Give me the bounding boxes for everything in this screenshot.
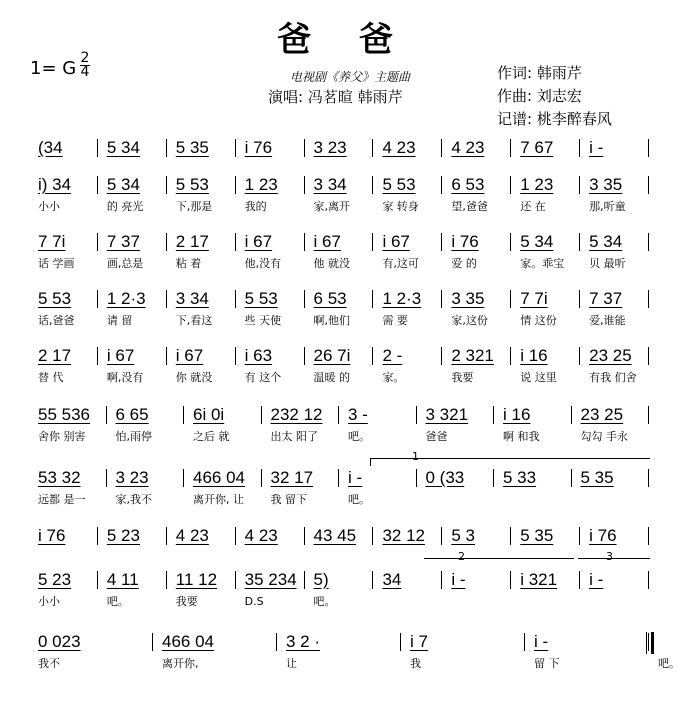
barline: [648, 347, 649, 365]
note-group: i 76: [244, 138, 273, 157]
note-group: 35 234: [244, 570, 297, 589]
barline: [648, 233, 649, 251]
lyric-text: 远都 是一: [38, 493, 86, 506]
barline: [97, 290, 98, 308]
note-group: 7 7i: [520, 289, 548, 308]
barline: [441, 139, 442, 157]
lyric-text: 勾勾 手永: [580, 430, 628, 443]
lyric-text: 粘 着: [175, 257, 202, 270]
note-group: 6 53: [313, 289, 347, 308]
barline: [372, 571, 373, 589]
lyric-text: 离开你, 让: [193, 493, 244, 506]
barline: [261, 469, 262, 487]
barline: [579, 233, 580, 251]
barline: [400, 633, 401, 651]
note-group: 5 34: [106, 138, 140, 157]
note-group: 3 34: [175, 289, 209, 308]
lyric-text: 有我 们舍: [589, 371, 637, 384]
barline: [235, 176, 236, 194]
note-group: 1 2·3: [106, 289, 146, 308]
note-group: 5 33: [503, 468, 537, 487]
lyric-text: 他,没有: [244, 257, 282, 270]
singers: 演唱: 冯茗暄 韩雨芹: [268, 88, 403, 106]
lyric-text: 话,爸爸: [38, 314, 75, 327]
final-barline: [646, 632, 654, 654]
barline: [510, 290, 511, 308]
lyric-text: 还 在: [520, 200, 546, 213]
note-group: 7 67: [520, 138, 554, 157]
note-group: 0 023: [38, 632, 81, 651]
note-group: 26 7i: [313, 346, 351, 365]
barline: [441, 527, 442, 545]
lyric-text: 下,那是: [175, 200, 213, 213]
barline: [166, 176, 167, 194]
note-group: i -: [451, 570, 466, 589]
barline: [648, 571, 649, 589]
barline: [166, 290, 167, 308]
lyric-text: 怕,雨停: [115, 430, 152, 443]
note-group: (34: [38, 138, 63, 157]
barline: [579, 347, 580, 365]
barline: [304, 571, 305, 589]
note-group: 4 23: [451, 138, 485, 157]
barline: [106, 406, 107, 424]
volta-bracket: [578, 558, 650, 559]
barline: [183, 469, 184, 487]
barline: [235, 290, 236, 308]
lyric-text: 我要: [175, 595, 198, 608]
barline: [235, 139, 236, 157]
barline: [235, 571, 236, 589]
lyric-text: 吧。: [348, 430, 370, 443]
barline: [579, 139, 580, 157]
barline: [648, 406, 649, 424]
lyric-text: 啊,没有: [106, 371, 144, 384]
note-group: 232 12: [270, 405, 323, 424]
lyric-text: 出太 阳了: [270, 430, 318, 443]
barline: [372, 176, 373, 194]
note-group: 3 35: [589, 175, 623, 194]
barline: [579, 527, 580, 545]
barline: [166, 139, 167, 157]
note-group: 32 12: [382, 526, 425, 545]
note-group: 5 35: [580, 468, 614, 487]
lyric-text: 啊 和我: [503, 430, 540, 443]
note-group: 23 25: [580, 405, 624, 424]
lyric-text: 下,看这: [175, 314, 213, 327]
barline: [648, 176, 649, 194]
note-group: 5 53: [38, 289, 72, 308]
lyric-text: 我要: [451, 371, 474, 384]
barline: [510, 139, 511, 157]
lyric-text: D.S: [244, 595, 264, 608]
composer-credit: 作曲: 刘志宏: [497, 87, 582, 105]
barline: [166, 571, 167, 589]
volta-number: 1: [412, 450, 419, 463]
barline: [304, 347, 305, 365]
time-signature: [80, 52, 90, 79]
barline: [372, 233, 373, 251]
lyric-text: 情 这份: [520, 314, 557, 327]
lyric-text: 望,爸爸: [451, 200, 488, 213]
barline: [648, 139, 649, 157]
barline: [372, 290, 373, 308]
lyric-text: 画,总是: [106, 257, 144, 270]
volta-bracket-end: [370, 458, 371, 466]
note-group: 1 23: [520, 175, 554, 194]
note-group: 2 321: [451, 346, 494, 365]
note-group: 5 35: [175, 138, 209, 157]
barline: [579, 571, 580, 589]
barline: [106, 469, 107, 487]
note-group: 4 23: [244, 526, 278, 545]
note-group: i 63: [244, 346, 273, 365]
barline: [510, 233, 511, 251]
note-group: 3 23: [115, 468, 149, 487]
barline: [510, 347, 511, 365]
barline: [166, 347, 167, 365]
note-group: i -: [589, 138, 604, 157]
note-group: i 321: [520, 570, 558, 589]
lyric-text: 我不: [38, 657, 60, 670]
transcriber-credit: 记谱: 桃李醉春风: [497, 110, 612, 128]
barline: [97, 527, 98, 545]
barline: [571, 469, 572, 487]
lyric-text: 你 就没: [175, 371, 213, 384]
barline: [372, 139, 373, 157]
barline: [304, 527, 305, 545]
note-group: 466 04: [162, 632, 214, 651]
barline: [304, 233, 305, 251]
note-group: 3 -: [348, 405, 368, 424]
note-group: 5): [313, 570, 329, 589]
barline: [416, 469, 417, 487]
note-group: 5 34: [106, 175, 140, 194]
lyric-text: 之后 就: [193, 430, 230, 443]
barline: [97, 176, 98, 194]
barline: [97, 571, 98, 589]
note-group: 3 34: [313, 175, 347, 194]
volta-bracket: [424, 558, 574, 559]
lyric-text: 爸爸: [425, 430, 448, 443]
barline: [304, 176, 305, 194]
note-group: i 67: [175, 346, 204, 365]
note-group: 466 04: [193, 468, 245, 487]
lyric-text: 家,我不: [115, 493, 152, 506]
note-group: 5 53: [175, 175, 209, 194]
note-group: i 76: [451, 232, 479, 251]
note-group: 6i 0i: [193, 405, 225, 424]
lyric-text: 我 留下: [270, 493, 307, 506]
barline: [416, 406, 417, 424]
barline: [276, 633, 277, 651]
note-group: 4 23: [382, 138, 416, 157]
note-group: 11 12: [175, 570, 218, 589]
barline: [441, 571, 442, 589]
lyric-text: 需 要: [382, 314, 408, 327]
lyric-text: 舍你 别害: [38, 430, 86, 443]
barline: [441, 347, 442, 365]
barline: [493, 469, 494, 487]
subtitle: 电视剧《养父》主题曲: [290, 70, 411, 84]
note-group: 5 34: [589, 232, 623, 251]
barline: [166, 233, 167, 251]
note-group: i 67: [382, 232, 410, 251]
note-group: 0 (33: [425, 468, 465, 487]
lyric-text: 话 学画: [38, 257, 75, 270]
barline: [152, 633, 153, 651]
note-group: 5 23: [106, 526, 140, 545]
barline: [493, 406, 494, 424]
note-group: i -: [348, 468, 363, 487]
note-group: 5 53: [382, 175, 416, 194]
lyric-text: 些 天使: [244, 314, 282, 327]
note-group: 23 25: [589, 346, 632, 365]
barline: [235, 527, 236, 545]
lyric-text: 家。: [382, 371, 405, 384]
volta-number: 2: [458, 550, 465, 563]
lyric-text: 爱 的: [451, 257, 477, 270]
lyric-text: 吧。: [313, 595, 336, 608]
lyric-text: 说 这里: [520, 371, 557, 384]
lyric-text: 啊,他们: [313, 314, 351, 327]
barline: [338, 469, 339, 487]
note-group: i 7: [410, 632, 428, 651]
lyric-text: 家。乖宝: [520, 257, 565, 270]
note-group: 53 32: [38, 468, 81, 487]
barline: [338, 406, 339, 424]
lyric-text: 吧。: [348, 493, 370, 506]
barline: [183, 406, 184, 424]
lyric-text: 吧。: [658, 657, 680, 670]
barline: [372, 527, 373, 545]
song-title: 爸 爸: [277, 20, 411, 60]
note-group: i 16: [520, 346, 548, 365]
barline: [648, 290, 649, 308]
volta-number: 3: [606, 550, 613, 563]
time-sig-top: 2: [80, 50, 90, 66]
note-group: 3 2 ·: [286, 632, 321, 651]
barline: [261, 406, 262, 424]
note-group: 5 3: [451, 526, 475, 545]
barline: [166, 527, 167, 545]
barline: [441, 176, 442, 194]
lyric-text: 家,离开: [313, 200, 351, 213]
barline: [648, 527, 649, 545]
note-group: 1 23: [244, 175, 278, 194]
note-group: 3 35: [451, 289, 485, 308]
note-group: 5 35: [520, 526, 554, 545]
note-group: i -: [589, 570, 604, 589]
note-group: 2 -: [382, 346, 403, 365]
note-group: 32 17: [270, 468, 314, 487]
barline: [304, 290, 305, 308]
lyric-text: 温暖 的: [313, 371, 351, 384]
lyric-text: 小小: [38, 595, 60, 608]
note-group: 4 23: [175, 526, 209, 545]
note-group: 4 11: [106, 570, 139, 589]
note-group: 5 53: [244, 289, 278, 308]
note-group: 5 34: [520, 232, 554, 251]
lyric-text: 我: [410, 657, 421, 670]
note-group: 7 37: [589, 289, 623, 308]
lyric-text: 他 就没: [313, 257, 351, 270]
note-group: i 67: [313, 232, 341, 251]
lyric-text: 贝 最听: [589, 257, 626, 270]
lyric-text: 家,这份: [451, 314, 488, 327]
lyric-text: 请 留: [106, 314, 133, 327]
lyric-text: 那,听童: [589, 200, 626, 213]
note-group: 7 37: [106, 232, 140, 251]
barline: [579, 290, 580, 308]
barline: [524, 633, 525, 651]
note-group: 6 53: [451, 175, 485, 194]
lyric-text: 离开你,: [162, 657, 199, 670]
barline: [372, 347, 373, 365]
note-group: 5 23: [38, 570, 72, 589]
barline: [441, 290, 442, 308]
barline: [441, 233, 442, 251]
lyric-text: 替 代: [38, 371, 64, 384]
lyric-text: 家 转身: [382, 200, 419, 213]
note-group: 34: [382, 570, 402, 589]
note-group: 2 17: [175, 232, 209, 251]
note-group: 2 17: [38, 346, 72, 365]
lyric-text: 吧。: [106, 595, 129, 608]
barline: [579, 176, 580, 194]
lyric-text: 留 下: [534, 657, 560, 670]
lyric-text: 的 亮光: [106, 200, 144, 213]
barline: [510, 176, 511, 194]
barline: [97, 233, 98, 251]
note-group: i 67: [244, 232, 273, 251]
time-sig-bottom: 4: [80, 64, 90, 80]
key-signature: 1= G: [30, 58, 77, 79]
lyricist-credit: 作词: 韩雨芹: [497, 64, 582, 82]
note-group: i 16: [503, 405, 531, 424]
note-group: i 76: [589, 526, 617, 545]
lyric-text: 有 这个: [244, 371, 282, 384]
lyric-text: 爱,谁能: [589, 314, 626, 327]
barline: [97, 347, 98, 365]
barline: [304, 139, 305, 157]
lyric-text: 我的: [244, 200, 267, 213]
barline: [510, 527, 511, 545]
note-group: 55 536: [38, 405, 90, 424]
note-group: 3 321: [425, 405, 469, 424]
note-group: i 76: [38, 526, 66, 545]
lyric-text: 有,这可: [382, 257, 419, 270]
barline: [235, 233, 236, 251]
note-group: 3 23: [313, 138, 347, 157]
note-group: i 67: [106, 346, 135, 365]
barline: [510, 571, 511, 589]
note-group: 1 2·3: [382, 289, 422, 308]
note-group: 6 65: [115, 405, 149, 424]
barline: [235, 347, 236, 365]
lyric-text: 让: [286, 657, 297, 670]
barline: [648, 469, 649, 487]
note-group: 43 45: [313, 526, 357, 545]
barline: [97, 139, 98, 157]
note-group: i -: [534, 632, 549, 651]
lyric-text: 小小: [38, 200, 60, 213]
note-group: 7 7i: [38, 232, 66, 251]
note-group: i) 34: [38, 175, 72, 194]
barline: [571, 406, 572, 424]
